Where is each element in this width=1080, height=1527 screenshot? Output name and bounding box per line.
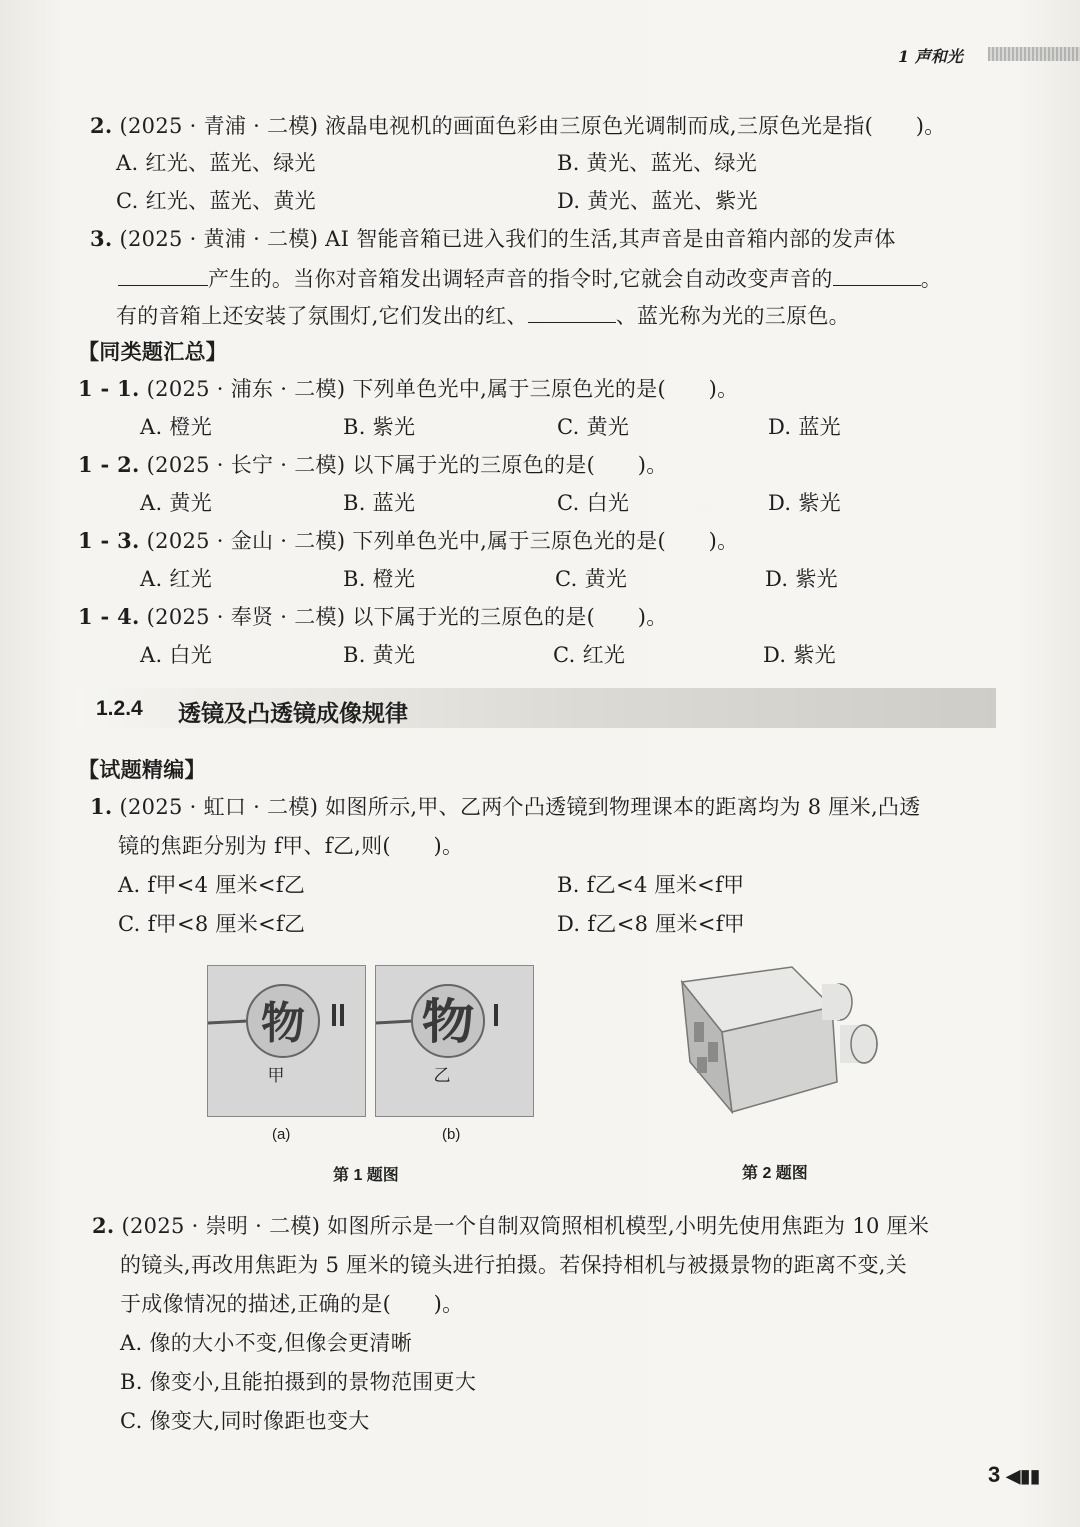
option: C. 红光、蓝光、黄光 [116, 189, 316, 213]
option: A. 黄光 [140, 491, 213, 515]
question-text: 。 [920, 267, 942, 291]
question-3-line-2 [118, 263, 942, 293]
figure-sub-b: (b) [442, 1126, 461, 1143]
fill-blank [833, 263, 921, 286]
option: B. 蓝光 [343, 491, 416, 515]
option: A. 白光 [140, 643, 213, 667]
page-marker-icon: ◀▮▮ [1006, 1466, 1041, 1486]
question-number: 1 - 3. [78, 528, 140, 553]
option: D. 紫光 [763, 643, 836, 667]
option: A. 红光、蓝光、绿光 [116, 151, 316, 175]
similar-item-1-2 [78, 451, 668, 479]
magnified-character: 物 [261, 998, 305, 1049]
option: C. 像变大,同时像距也变大 [120, 1409, 370, 1433]
option: A. 橙光 [140, 415, 213, 439]
option: D. 黄光、蓝光、紫光 [557, 189, 758, 213]
question-stem: (2025 · 青浦 · 二模) 液晶电视机的画面色彩由三原色光调制而成,三原色光是指( )。 [119, 114, 946, 138]
question-stem: (2025 · 崇明 · 二模) 如图所示是一个自制双筒照相机模型,小明先使用焦距为 10 厘米 [121, 1214, 930, 1238]
page-number [988, 1462, 1040, 1488]
magnified-character: 物 [421, 993, 475, 1050]
option: C. 红光 [553, 643, 626, 667]
option: A. f甲<4 厘米<f乙 [118, 873, 306, 897]
question-stem: (2025 · 长宁 · 二模) 以下属于光的三原色的是( )。 [146, 453, 668, 477]
figure-sub-a: (a) [272, 1126, 291, 1143]
figure-2-caption: 第 2 题图 [742, 1165, 808, 1182]
option: B. 紫光 [343, 415, 416, 439]
similar-heading: 【同类题汇总】 [78, 339, 228, 364]
option: D. 紫光 [768, 491, 841, 515]
question-number: 3. [90, 226, 113, 251]
figure-1b-photo [375, 965, 534, 1117]
option: C. 黄光 [555, 567, 628, 591]
question-number: 1 - 4. [78, 604, 140, 629]
section-title: 透镜及凸透镜成像规律 [178, 700, 408, 727]
question-text: 镜的焦距分别为 f甲、f乙,则( )。 [118, 834, 464, 858]
question-text: 、蓝光称为光的三原色。 [615, 304, 850, 328]
lens-illustration [208, 966, 365, 1116]
option: C. f甲<8 厘米<f乙 [118, 912, 306, 936]
problem-2 [92, 1212, 929, 1240]
question-text: 有的音箱上还安装了氛围灯,它们发出的红、 [116, 304, 528, 328]
option: A. 红光 [140, 567, 213, 591]
similar-item-1-1 [78, 375, 738, 403]
selected-heading: 【试题精编】 [78, 757, 206, 782]
option: D. 蓝光 [768, 415, 841, 439]
figure-2-camera-model [672, 962, 892, 1127]
lens-label-jia: 甲 [267, 1066, 285, 1086]
question-stem: (2025 · 浦东 · 二模) 下列单色光中,属于三原色光的是( )。 [146, 377, 739, 401]
header-decoration [988, 47, 1080, 61]
question-stem: (2025 · 金山 · 二模) 下列单色光中,属于三原色光的是( )。 [146, 529, 739, 553]
section-number: 1.2.4 [96, 697, 143, 720]
option: C. 白光 [557, 491, 630, 515]
question-stem: (2025 · 黄浦 · 二模) AI 智能音箱已进入我们的生活,其声音是由音箱内部的发声体 [119, 227, 896, 251]
question-number: 1 - 2. [78, 452, 140, 477]
lens-label-yi: 乙 [433, 1066, 451, 1086]
chapter-header: 1 声和光 [898, 47, 963, 66]
option: B. 黄光 [343, 643, 416, 667]
question-number: 1 - 1. [78, 376, 140, 401]
question-stem: (2025 · 虹口 · 二模) 如图所示,甲、乙两个凸透镜到物理课本的距离均为 8 厘米,凸透 [119, 795, 921, 819]
question-text: 的镜头,再改用焦距为 5 厘米的镜头进行拍摄。若保持相机与被摄景物的距离不变,关 [120, 1253, 908, 1277]
figure-1-caption: 第 1 题图 [333, 1167, 399, 1184]
lens-illustration [376, 966, 533, 1116]
question-3 [90, 225, 896, 253]
fill-blank [528, 300, 616, 323]
option: A. 像的大小不变,但像会更清晰 [120, 1331, 412, 1355]
question-stem: (2025 · 奉贤 · 二模) 以下属于光的三原色的是( )。 [146, 605, 668, 629]
similar-item-1-3 [78, 527, 738, 555]
option: C. 黄光 [557, 415, 630, 439]
figure-1a-photo [207, 965, 366, 1117]
question-number: 2. [90, 113, 113, 138]
question-3-line-3 [116, 300, 850, 330]
problem-1 [90, 793, 921, 821]
question-number: 2. [92, 1213, 115, 1238]
question-number: 1. [90, 794, 113, 819]
option: B. f乙<4 厘米<f甲 [557, 873, 745, 897]
option: B. 橙光 [343, 567, 416, 591]
option: D. 紫光 [765, 567, 838, 591]
option: B. 黄光、蓝光、绿光 [557, 151, 758, 175]
question-text: 于成像情况的描述,正确的是( )。 [120, 1292, 464, 1316]
question-2 [90, 112, 946, 140]
page-number-value: 3 [988, 1462, 1001, 1487]
question-text: 产生的。当你对音箱发出调轻声音的指令时,它就会自动改变声音的 [208, 267, 833, 291]
similar-item-1-4 [78, 603, 668, 631]
option: B. 像变小,且能拍摄到的景物范围更大 [120, 1370, 477, 1394]
fill-blank [118, 263, 208, 286]
option: D. f乙<8 厘米<f甲 [557, 912, 746, 936]
